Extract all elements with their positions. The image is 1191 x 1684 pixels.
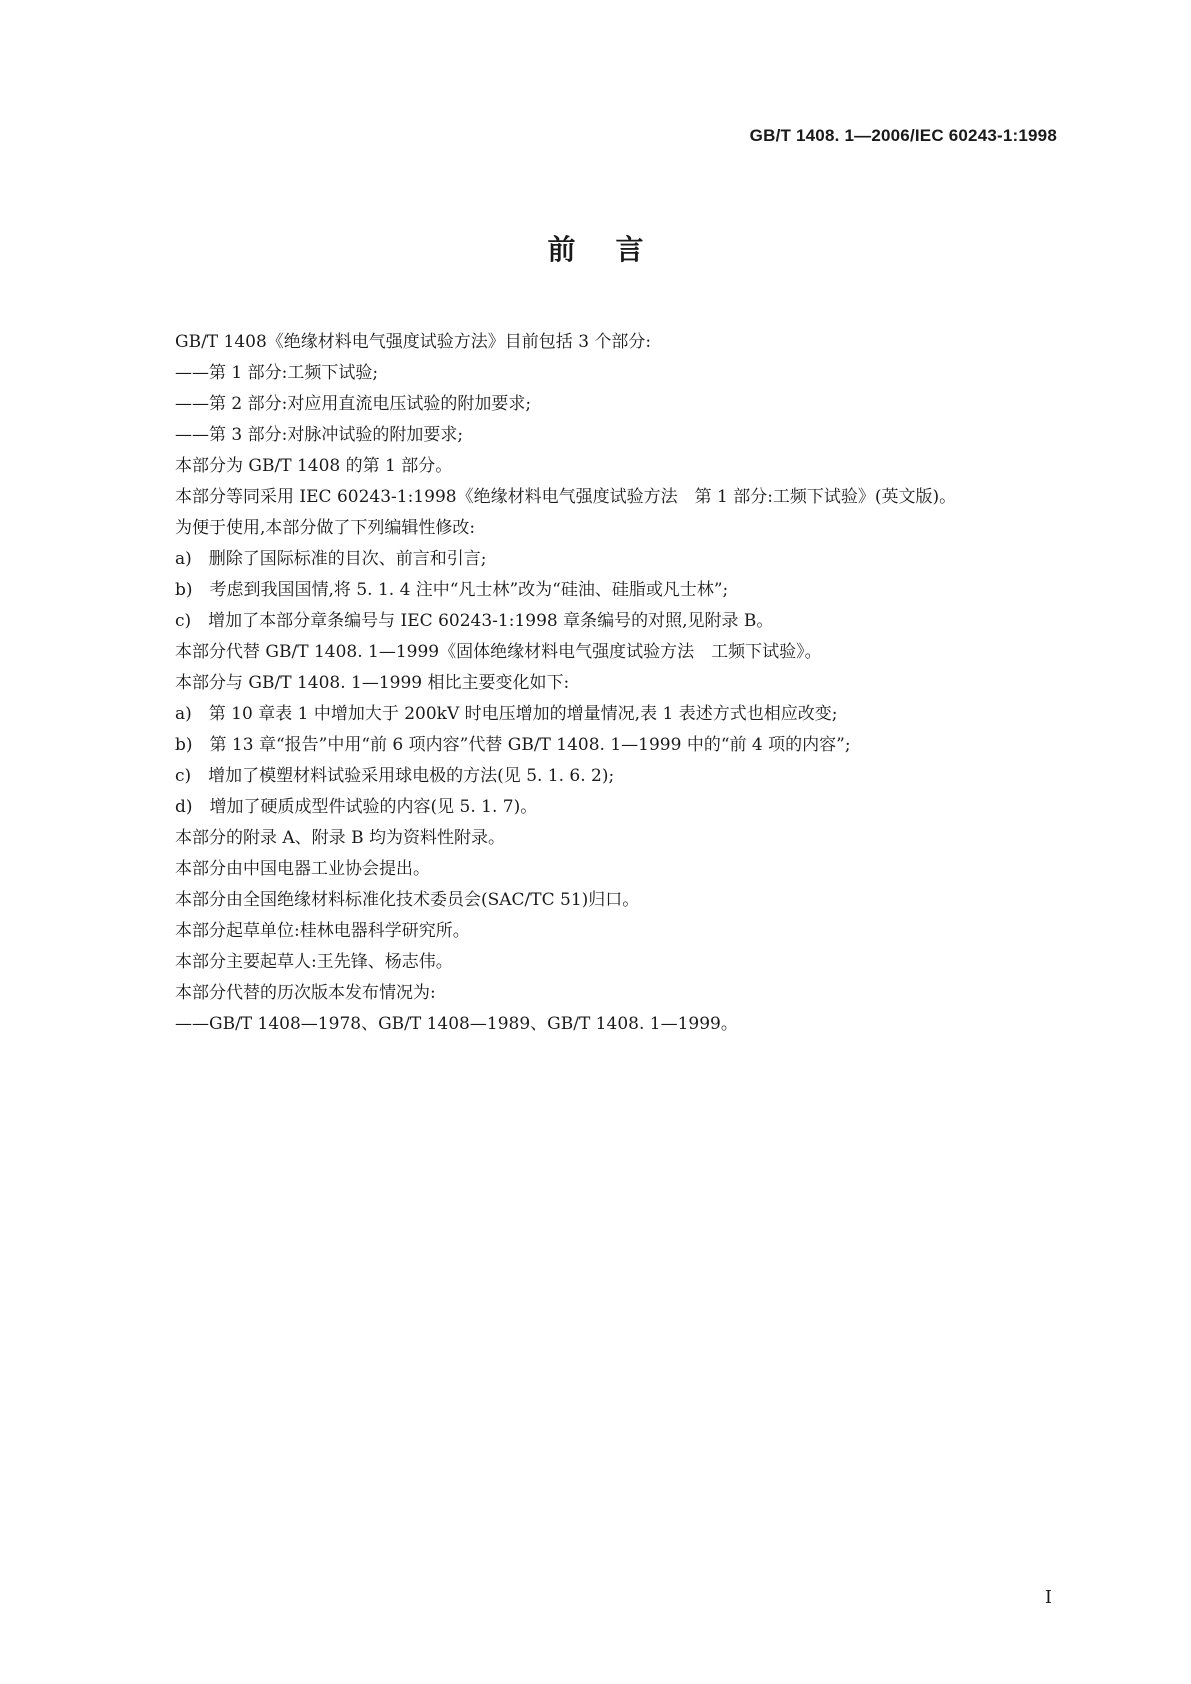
paragraph: ——GB/T 1408—1978、GB/T 1408—1989、GB/T 1408. 1—1999。 xyxy=(175,1014,738,1034)
paragraph: a) 第 10 章表 1 中增加大于 200kV 时电压增加的增量情况,表 1 表述方式也相应改变; xyxy=(175,704,838,724)
paragraph: 本部分由中国电器工业协会提出。 xyxy=(175,859,430,879)
paragraph: 本部分起草单位:桂林电器科学研究所。 xyxy=(175,921,470,941)
paragraph: b) 第 13 章“报告”中用“前 6 项内容”代替 GB/T 1408. 1—1999 中的“前 4 项的内容”; xyxy=(175,735,851,755)
paragraph: c) 增加了模塑材料试验采用球电极的方法(见 5. 1. 6. 2); xyxy=(175,766,615,786)
paragraph: d) 增加了硬质成型件试验的内容(见 5. 1. 7)。 xyxy=(175,797,538,817)
page-title: 前言 xyxy=(547,233,684,266)
paragraph: a) 删除了国际标准的目次、前言和引言; xyxy=(175,549,487,569)
paragraph: c) 增加了本部分章条编号与 IEC 60243-1:1998 章条编号的对照,见附录 B。 xyxy=(175,611,774,631)
paragraph: b) 考虑到我国国情,将 5. 1. 4 注中“凡士林”改为“硅油、硅脂或凡士林”; xyxy=(175,580,729,600)
paragraph: ——第 3 部分:对脉冲试验的附加要求; xyxy=(175,425,464,445)
paragraph: 本部分代替的历次版本发布情况为: xyxy=(175,983,436,1003)
page-number: I xyxy=(1044,1587,1052,1608)
paragraph: 本部分与 GB/T 1408. 1—1999 相比主要变化如下: xyxy=(175,673,570,693)
paragraph: 为便于使用,本部分做了下列编辑性修改: xyxy=(175,518,476,538)
paragraph: 本部分等同采用 IEC 60243-1:1998《绝缘材料电气强度试验方法 第 1 部分:工频下试验》(英文版)。 xyxy=(175,487,957,507)
paragraph: ——第 2 部分:对应用直流电压试验的附加要求; xyxy=(175,394,532,414)
paragraph: 本部分代替 GB/T 1408. 1—1999《固体绝缘材料电气强度试验方法 工频下试验》。 xyxy=(175,642,822,662)
standard-number: GB/T 1408. 1—2006/IEC 60243-1:1998 xyxy=(749,126,1057,145)
paragraph: ——第 1 部分:工频下试验; xyxy=(175,363,379,383)
paragraph: 本部分主要起草人:王先锋、杨志伟。 xyxy=(175,952,453,972)
paragraph: 本部分由全国绝缘材料标准化技术委员会(SAC/TC 51)归口。 xyxy=(175,890,640,910)
paragraph: GB/T 1408《绝缘材料电气强度试验方法》目前包括 3 个部分: xyxy=(175,332,652,352)
foreword-body xyxy=(145,327,1057,1040)
paragraph: 本部分为 GB/T 1408 的第 1 部分。 xyxy=(175,456,453,476)
paragraph: 本部分的附录 A、附录 B 均为资料性附录。 xyxy=(175,828,505,848)
